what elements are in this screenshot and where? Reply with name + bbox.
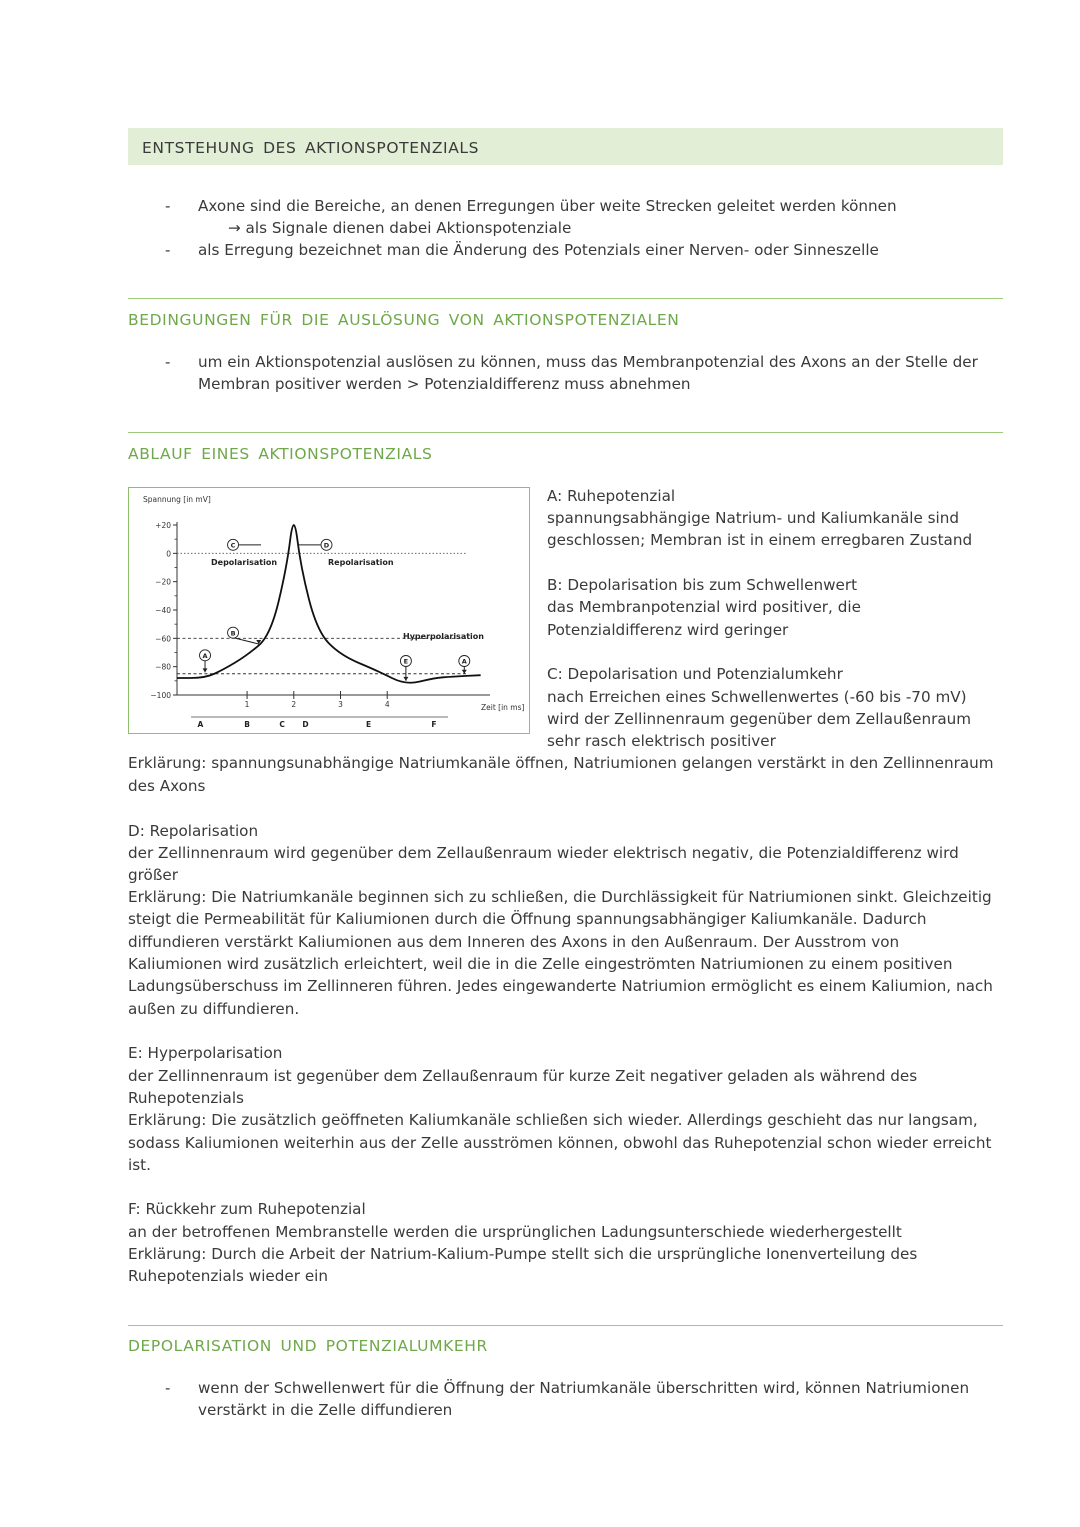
- phase-d-explanation-1: Erklärung: Die Natriumkanäle beginnen sich zu schließen, die Durchlässigkeit für Natriumionen sinkt. Gleichzeitig: [128, 888, 992, 906]
- phase-c-line-2: wird der Zellinnenraum gegenüber dem Zellaußenraum: [547, 710, 972, 728]
- phase-e-explanation-3: ist.: [128, 1156, 151, 1174]
- x-axis-title: Zeit [in ms]: [481, 703, 525, 712]
- marker-arrowhead: [203, 668, 208, 672]
- phase-b-line-1: das Membranpotenzial wird positiver, die: [547, 598, 861, 616]
- annotation-depolarisation: Depolarisation: [211, 558, 278, 567]
- marker-arrowhead: [403, 677, 408, 681]
- phase-d-line-1: der Zellinnenraum wird gegenüber dem Zellaußenraum wieder elektrisch negativ, die Potenzialdifferenz wird: [128, 844, 959, 862]
- phase-d-explanation-4: Kaliumionen wird zusätzlich erleichtert, weil die in die Zelle eingeströmten Natriumionen zu einem positiven: [128, 955, 953, 973]
- action-potential-chart: [128, 487, 530, 734]
- phase-f-explanation-2: Ruhepotenzials wieder ein: [128, 1267, 329, 1285]
- phase-d-line-2: größer: [128, 866, 178, 884]
- y-axis-title: Spannung [in mV]: [143, 495, 211, 504]
- x-tick-label: 3: [338, 700, 343, 709]
- conditions-title: BEDINGUNGEN FÜR DIE AUSLÖSUNG VON AKTIONSPOTENZIALEN: [128, 311, 680, 329]
- phase-label-c: C: [279, 720, 285, 729]
- bullet-dash: -: [165, 353, 171, 371]
- phase-f-line-1: an der betroffenen Membranstelle werden die ursprünglichen Ladungsunterschiede wiederhergestellt: [128, 1223, 902, 1241]
- intro-item-2: als Erregung bezeichnet man die Änderung des Potenzials einer Nerven- oder Sinneszelle: [198, 241, 879, 259]
- section-divider: [128, 432, 1003, 433]
- marker-c: C: [230, 541, 236, 550]
- section-divider: [128, 1325, 1003, 1326]
- y-tick-label: 0: [166, 549, 171, 559]
- phase-label-b: B: [244, 720, 250, 729]
- phase-a-line-1: spannungsabhängige Natrium- und Kaliumkanäle sind: [547, 509, 960, 527]
- phase-label-d: D: [302, 720, 309, 729]
- intro-item-1-sub: → als Signale dienen dabei Aktionspotenziale: [228, 219, 572, 237]
- y-tick-label: −80: [155, 662, 171, 672]
- phase-label-a: A: [197, 720, 204, 729]
- depol-section-title: DEPOLARISATION UND POTENZIALUMKEHR: [128, 1337, 488, 1355]
- phase-f-explanation-1: Erklärung: Durch die Arbeit der Natrium-Kalium-Pumpe stellt sich die ursprüngliche Ionenverteilung des: [128, 1245, 918, 1263]
- phase-label-e: E: [365, 720, 372, 729]
- marker-b: B: [230, 629, 236, 638]
- annotation-hyperpolarisation: Hyperpolarisation: [403, 632, 484, 641]
- y-tick-label: +20: [155, 521, 171, 530]
- bullet-dash: -: [165, 197, 171, 215]
- phase-c-title: C: Depolarisation und Potenzialumkehr: [547, 665, 843, 683]
- phase-c-explanation-1: Erklärung: spannungsunabhängige Natriumkanäle öffnen, Natriumionen gelangen verstärkt in den Zellinnenraum: [128, 754, 994, 772]
- phase-d-explanation-3: diffundieren verstärkt Kaliumionen aus dem Inneren des Axons in den Außenraum. Der Ausstrom von: [128, 933, 900, 951]
- phase-c-line-3: sehr rasch elektrisch positiver: [547, 732, 776, 750]
- chart-svg: [129, 488, 528, 732]
- depol-line-2: verstärkt in die Zelle diffundieren: [198, 1401, 453, 1419]
- x-tick-label: 1: [244, 700, 250, 709]
- phase-f-title: F: Rückkehr zum Ruhepotenzial: [128, 1200, 366, 1218]
- phase-e-line-1: der Zellinnenraum ist gegenüber dem Zellaußenraum für kurze Zeit negativer geladen als während des: [128, 1067, 918, 1085]
- marker-e: E: [403, 657, 409, 666]
- phase-e-explanation-2: sodass Kaliumionen weiterhin aus der Zelle ausströmen können, obwohl das Ruhepotenzial schon wieder erreicht: [128, 1134, 992, 1152]
- marker-a: A: [461, 657, 467, 666]
- y-tick-label: −40: [155, 606, 171, 615]
- y-tick-label: −100: [150, 691, 171, 700]
- bullet-dash: -: [165, 241, 171, 259]
- marker-d: D: [323, 541, 330, 550]
- y-tick-label: −20: [155, 577, 171, 587]
- phase-label-f: F: [431, 720, 437, 729]
- phase-d-explanation-2: steigt die Permeabilität für Kaliumionen durch die Öffnung spannungsabhängiger Kaliumkanäle. Dadurch: [128, 910, 927, 928]
- phase-b-line-2: Potenzialdifferenz wird geringer: [547, 621, 789, 639]
- phase-a-line-2: geschlossen; Membran ist in einem erregbaren Zustand: [547, 531, 973, 549]
- marker-arrowhead: [462, 670, 467, 674]
- conditions-line-2: Membran positiver werden > Potenzialdifferenz muss abnehmen: [198, 375, 691, 393]
- process-title: ABLAUF EINES AKTIONSPOTENZIALS: [128, 445, 433, 463]
- phase-c-line-1: nach Erreichen eines Schwellenwertes (-60 bis -70 mV): [547, 688, 967, 706]
- phase-d-explanation-5: Ladungsüberschuss im Zellinneren führen. Jedes eingewanderte Natriumion ermöglicht es einem Kaliumion, nach: [128, 977, 993, 995]
- main-title-box: [128, 128, 1003, 165]
- phase-e-line-2: Ruhepotenzials: [128, 1089, 244, 1107]
- phase-b-title: B: Depolarisation bis zum Schwellenwert: [547, 576, 858, 594]
- phase-a-title: A: Ruhepotenzial: [547, 487, 676, 505]
- phase-d-explanation-6: außen zu diffundieren.: [128, 1000, 300, 1018]
- phase-d-title: D: Repolarisation: [128, 822, 259, 840]
- phase-e-explanation-1: Erklärung: Die zusätzlich geöffneten Kaliumkanäle schließen sich wieder. Allerdings geschieht das nur langsam,: [128, 1111, 978, 1129]
- section-divider: [128, 298, 1003, 299]
- depol-line-1: wenn der Schwellenwert für die Öffnung der Natriumkanäle überschritten wird, können Natriumionen: [198, 1379, 970, 1397]
- x-tick-label: 4: [384, 700, 390, 709]
- main-title: ENTSTEHUNG DES AKTIONSPOTENZIALS: [142, 139, 480, 157]
- phase-c-explanation-2: des Axons: [128, 777, 206, 795]
- bullet-dash: -: [165, 1379, 171, 1397]
- annotation-repolarisation: Repolarisation: [328, 558, 394, 567]
- conditions-line-1: um ein Aktionspotenzial auslösen zu können, muss das Membranpotenzial des Axons an der Stelle der: [198, 353, 978, 371]
- intro-item-1: Axone sind die Bereiche, an denen Erregungen über weite Strecken geleitet werden können: [198, 197, 897, 215]
- marker-a: A: [202, 651, 208, 660]
- x-tick-label: 2: [291, 700, 297, 709]
- y-tick-label: −60: [155, 634, 171, 644]
- phase-e-title: E: Hyperpolarisation: [128, 1044, 283, 1062]
